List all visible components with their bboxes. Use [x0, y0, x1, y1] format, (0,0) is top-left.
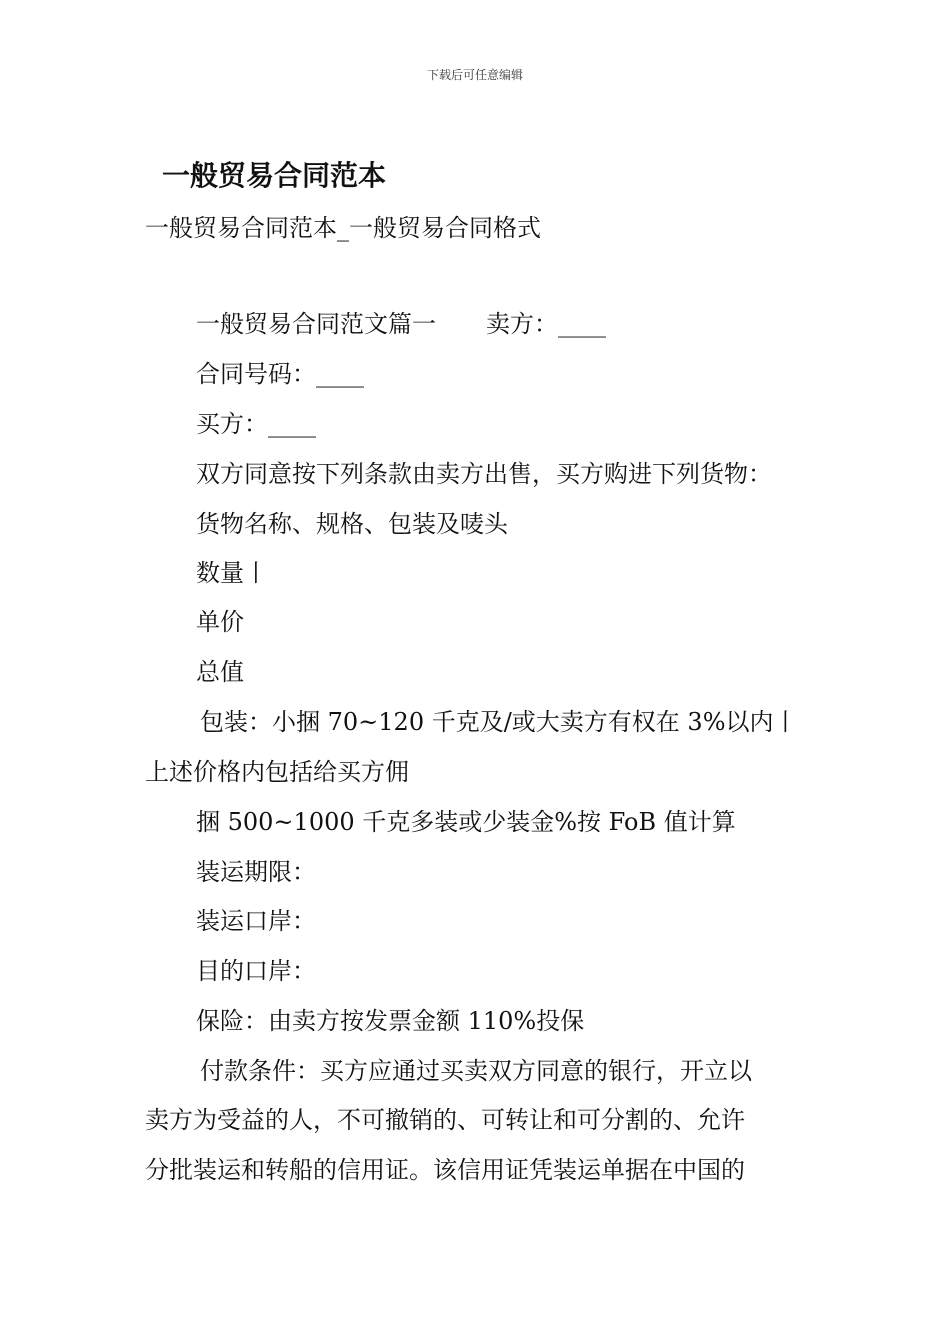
agreement-text: 双方同意按下列条款由卖方出售，买方购进下列货物：	[196, 460, 772, 488]
packing-text-line-3: 捆 500~1000 千克多装或少装金%按 FoB 值计算	[196, 808, 736, 836]
seller-field: 卖方：____	[486, 310, 606, 338]
page-header-note: 下载后可任意编辑	[426, 68, 523, 82]
payment-terms-line-1: 付款条件：买方应通过买卖双方同意的银行，开立以	[200, 1057, 752, 1085]
document-subtitle: 一般贸易合同范本_一般贸易合同格式	[145, 214, 541, 242]
quantity-heading: 数量丨	[196, 559, 268, 587]
contract-number-field: 合同号码：____	[196, 360, 364, 388]
destination-port-field: 目的口岸：	[196, 957, 316, 985]
loading-port-field: 装运口岸：	[196, 907, 316, 935]
buyer-field: 买方：____	[196, 410, 316, 438]
document-title: 一般贸易合同范本	[162, 159, 387, 192]
payment-terms-line-3: 分批装运和转船的信用证。该信用证凭装运单据在中国的	[145, 1156, 745, 1184]
packing-text-line-1: 包装：小捆 70~120 千克及/或大卖方有权在 3%以内丨	[200, 708, 798, 736]
packing-text-line-2: 上述价格内包括给买方佣	[145, 758, 409, 786]
payment-terms-line-2: 卖方为受益的人，不可撤销的、可转让和可分割的、允许	[145, 1106, 745, 1134]
section-title: 一般贸易合同范文篇一	[196, 310, 436, 338]
insurance-clause: 保险：由卖方按发票金额 110%投保	[196, 1007, 585, 1035]
total-value-heading: 总值	[196, 658, 244, 686]
shipment-period-field: 装运期限：	[196, 858, 316, 886]
unit-price-heading: 单价	[196, 608, 244, 636]
goods-name-heading: 货物名称、规格、包装及唛头	[196, 510, 508, 538]
section-heading-line	[196, 308, 606, 340]
